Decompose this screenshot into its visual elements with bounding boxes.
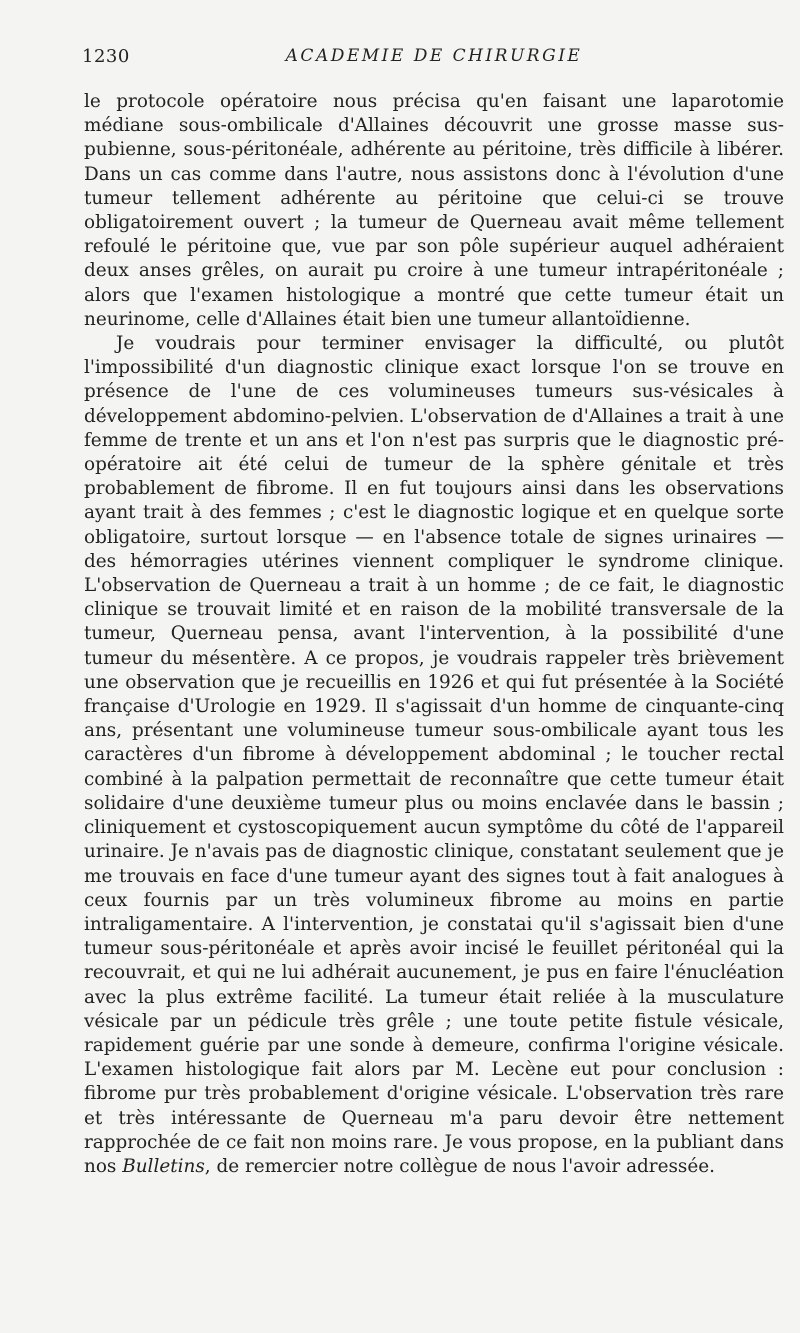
paragraph-1: le protocole opératoire nous précisa qu'en faisant une laparotomie médiane sous-ombilicale d'Allaines découvrit une grosse masse sus-pubienne, sous-péritonéale, adhérente au péritoine, très difficile à libérer. Dans un cas comme dans l'autre, nous assistons donc à l'évolution d'une tumeur tellement adhérente au péritoine que celui-ci se trouve obligatoirement ouvert ; la tumeur de Querneau avait même tellement refoulé le péritoine que, vue par son pôle supérieur auquel adhéraient deux anses grêles, on aurait pu croire à une tumeur intrapéritonéale ; alors que l'examen histologique a montré que cette tumeur était un neurinome, celle d'Allaines était bien une tumeur allantoïdienne. — [84, 91, 784, 330]
paragraph-2-text: Je voudrais pour terminer envisager la difficulté, ou plutôt l'impossibilité d'un diagnostic clinique exact lorsque l'on se trouve en présence de l'une de ces volumineuses tumeurs sus-vésicales à développement abdomino-pelvien. L'observation de d'Allaines a trait à une femme de trente et un ans et l'on n'est pas surpris que le diagnostic pré-opératoire ait été celui de tumeur de la sphère génitale et très probablement de fibrome. Il en fut toujours ainsi dans les observations ayant trait à des femmes ; c'est le diagnostic logique et en quelque sorte obligatoire, surtout lorsque — en l'absence totale de signes urinaires — des hémorragies utérines viennent compliquer le syndrome clinique. L'observation de Querneau a trait à un homme ; de ce fait, le diagnostic clinique se trouvait limité et en raison de la mobilité transversale de la tumeur, Querneau pensa, avant l'intervention, à la possibilité d'une tumeur du mésentère. A ce propos, je voudrais rappeler très brièvement une observation que je recueillis en 1926 et qui fut présentée à la Société française d'Urologie en 1929. Il s'agissait d'un homme de cinquante-cinq ans, présentant une volumineuse tumeur sous-ombilicale ayant tous les caractères d'un fibrome à développement abdominal ; le toucher rectal combiné à la palpation permettait de reconnaître que cette tumeur était solidaire d'une deuxième tumeur plus ou moins enclavée dans le bassin ; cliniquement et cystoscopiquement aucun symptôme du côté de l'appareil urinaire. Je n'avais pas de diagnostic clinique, constatant seulement que je me trouvais en face d'une tumeur ayant des signes tout à fait analogues à ceux fournis par un très volumineux fibrome au moins en partie intraligamentaire. A l'intervention, je constatai qu'il s'agissait bien d'une tumeur sous-péritonéale et après avoir incisé le feuillet péritonéal qui la recouvrait, et qui ne lui adhérait aucunement, je pus en faire l'énucléation avec la plus extrême facilité. La tumeur était reliée à la musculature vésicale par un pédicule très grêle ; une toute petite fistule vésicale, rapidement guérie par une sonde à demeure, confirma l'origine vésicale. L'examen histologique fait alors par M. Lecène eut pour conclusion : fibrome pur très probablement d'origine vésicale. L'observation très rare et très intéressante de Querneau m'a paru devoir être nettement rapprochée de ce fait non moins rare. Je vous propose, en la publiant dans nos — [84, 333, 784, 1177]
document-page — [84, 46, 784, 1179]
paragraph-2-end: , de remercier notre collègue de nous l'avoir adressée. — [204, 1155, 715, 1177]
paragraph-2 — [84, 332, 784, 1179]
page-number: 1230 — [82, 46, 130, 67]
bulletins-italic: Bulletins — [122, 1155, 205, 1177]
body-text — [84, 90, 784, 1179]
running-title: ACADEMIE DE CHIRURGIE — [285, 46, 583, 66]
page-header — [84, 46, 784, 76]
